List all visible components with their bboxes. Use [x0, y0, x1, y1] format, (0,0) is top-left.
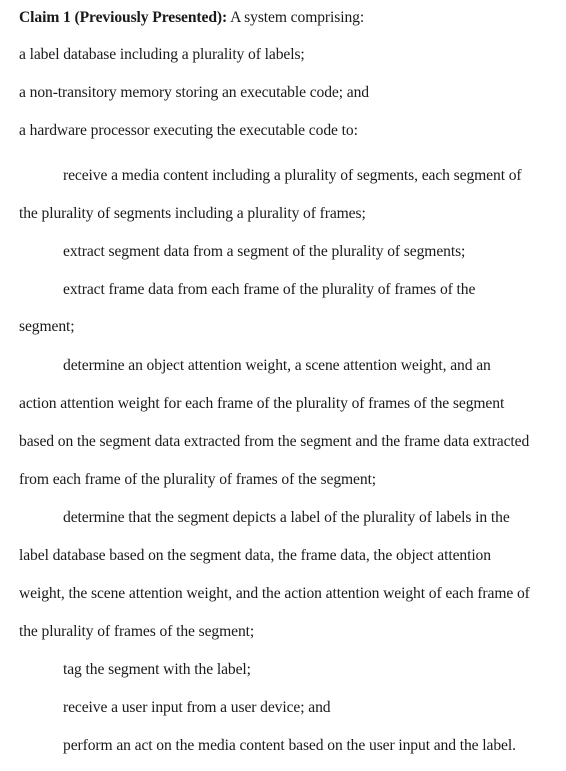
- claim-line: the plurality of frames of the segment;: [19, 623, 255, 640]
- claim-line: weight, the scene attention weight, and the action attention weight of each frame of: [19, 585, 530, 602]
- claim-line: extract frame data from each frame of the plurality of frames of the: [63, 281, 476, 298]
- claim-line: determine an object attention weight, a scene attention weight, and an: [63, 357, 491, 374]
- claim-line: receive a user input from a user device; and: [63, 699, 331, 716]
- claim-first-line: [19, 10, 364, 26]
- claim-heading: Claim 1 (Previously Presented):: [19, 9, 228, 26]
- claim-line: determine that the segment depicts a label of the plurality of labels in the: [63, 509, 510, 526]
- claim-line: tag the segment with the label;: [63, 661, 251, 678]
- claim-line: a label database including a plurality of labels;: [19, 46, 305, 63]
- claim-line: from each frame of the plurality of frames of the segment;: [19, 471, 377, 488]
- claim-line: perform an act on the media content based on the user input and the label.: [63, 737, 516, 754]
- claim-line: label database based on the segment data, the frame data, the object attention: [19, 547, 491, 564]
- claim-line: a non-transitory memory storing an executable code; and: [19, 84, 370, 101]
- claim-line: based on the segment data extracted from the segment and the frame data extracted: [19, 433, 530, 450]
- claim-line: segment;: [19, 318, 75, 335]
- claim-line: action attention weight for each frame of the plurality of frames of the segment: [19, 395, 505, 412]
- claim-intro: A system comprising:: [230, 9, 365, 26]
- claim-line: a hardware processor executing the executable code to:: [19, 122, 358, 139]
- claim-line: extract segment data from a segment of the plurality of segments;: [63, 243, 466, 260]
- claim-line: the plurality of segments including a plurality of frames;: [19, 205, 366, 222]
- claim-line: receive a media content including a plurality of segments, each segment of: [63, 167, 522, 184]
